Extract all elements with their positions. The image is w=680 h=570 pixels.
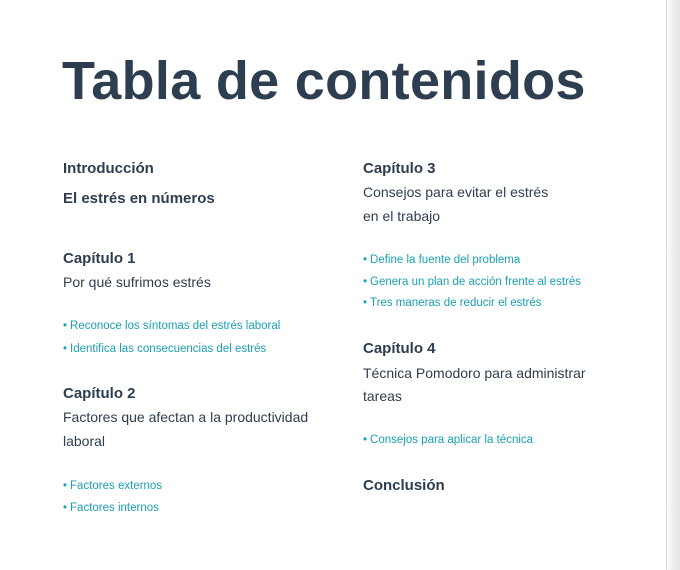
link-label: Genera un plan de acción frente al estrés [370,276,581,288]
link-label: Tres maneras de reducir el estrés [370,297,542,309]
toc-estres-en-numeros[interactable]: El estrés en números [63,190,215,207]
link-label: Reconoce los síntomas del estrés laboral [70,320,281,332]
link-label: Factores internos [70,502,159,514]
toc-link-factores-externos[interactable] [63,480,162,492]
toc-capitulo-4-subtitle-line-2: tareas [363,388,402,404]
page-edge [666,0,680,570]
toc-capitulo-2-heading[interactable]: Capítulo 2 [63,385,136,402]
toc-capitulo-2-subtitle-line-2: laboral [63,433,106,449]
toc-capitulo-1-heading[interactable]: Capítulo 1 [63,250,136,267]
toc-conclusion[interactable]: Conclusión [363,477,445,494]
toc-capitulo-1-subtitle: Por qué sufrimos estrés [63,274,211,290]
bullet-glyph: • [63,343,68,355]
link-label: Identifica las consecuencias del estrés [70,343,267,355]
toc-link-tres-maneras[interactable] [363,297,542,309]
toc-link-identifica-consecuencias[interactable] [63,343,266,355]
bullet-glyph: • [363,297,368,309]
toc-capitulo-3-subtitle-line-2: en el trabajo [363,208,441,224]
link-label: Factores externos [70,480,163,492]
bullet-glyph: • [63,480,68,492]
bullet-glyph: • [63,320,68,332]
toc-link-consejos-tecnica[interactable] [363,434,533,446]
bullet-glyph: • [63,502,68,514]
page-edge-line [666,0,667,570]
toc-link-genera-plan[interactable] [363,276,581,288]
bullet-glyph: • [363,254,368,266]
toc-capitulo-3-heading[interactable]: Capítulo 3 [363,160,436,177]
bullet-glyph: • [363,276,368,288]
toc-capitulo-3-subtitle-line-1: Consejos para evitar el estrés [363,184,549,200]
toc-capitulo-4-subtitle-line-1: Técnica Pomodoro para administrar [363,365,586,381]
link-label: Consejos para aplicar la técnica [370,434,534,446]
toc-link-reconoce-sintomas[interactable] [63,320,280,332]
toc-introduccion[interactable]: Introducción [63,160,154,177]
toc-link-define-fuente[interactable] [363,254,520,266]
toc-capitulo-2-subtitle-line-1: Factores que afectan a la productividad [63,409,309,425]
link-label: Define la fuente del problema [370,254,521,266]
bullet-glyph: • [363,434,368,446]
toc-capitulo-4-heading[interactable]: Capítulo 4 [363,340,436,357]
page-title: Tabla de contenidos [62,51,586,111]
toc-link-factores-internos[interactable] [63,502,159,514]
